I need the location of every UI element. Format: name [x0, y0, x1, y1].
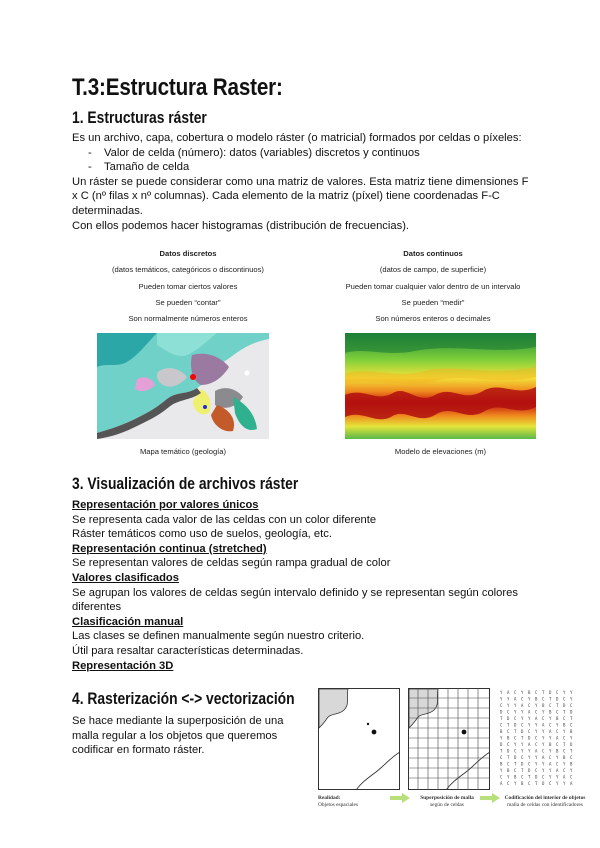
cell-code: Y: [528, 755, 531, 760]
cell-code: C: [507, 742, 510, 747]
cell-code: Y: [507, 774, 510, 780]
paragraph-line: determinadas.: [72, 204, 143, 217]
cell-code: Y: [570, 696, 573, 702]
cell-code: Y: [500, 768, 503, 773]
cell-code: A: [549, 761, 552, 767]
discrete-line: Pueden tomar ciertos valores: [138, 281, 238, 291]
cell-code: Y: [521, 709, 524, 715]
cell-code: B: [535, 696, 538, 702]
cell-code: B: [549, 709, 552, 715]
discrete-line: Se pueden “contar”: [155, 297, 221, 307]
cell-code: B: [549, 742, 552, 747]
cell-code: D: [570, 742, 573, 747]
cell-code: C: [528, 703, 531, 708]
encoded-cells-image: [496, 688, 578, 790]
cell-code: Y: [528, 716, 531, 721]
cell-code: D: [507, 748, 510, 754]
continuous-line: (datos de campo, de superficie): [379, 265, 487, 275]
cell-code: C: [507, 761, 510, 767]
paragraph-line: Con ellos podemos hacer histogramas (distribución de frecuencias).: [72, 219, 410, 232]
paragraph-line: codificar en formato ráster.: [72, 744, 205, 757]
cell-code: Y: [549, 768, 552, 773]
cell-code: C: [528, 781, 531, 786]
cell-code: C: [542, 716, 545, 721]
cell-code: Y: [507, 703, 510, 708]
cell-code: C: [549, 703, 552, 708]
cell-code: C: [542, 696, 545, 702]
cell-code: Y: [521, 690, 524, 695]
cell-code: D: [556, 696, 559, 702]
cell-code: C: [500, 703, 503, 708]
caption-line: Objetos espaciales: [318, 801, 358, 808]
cell-code: D: [500, 709, 503, 715]
cell-code: B: [500, 761, 503, 767]
cell-code: B: [528, 690, 531, 695]
cell-code: A: [528, 709, 531, 715]
cell-code: Y: [535, 703, 538, 708]
cell-code: D: [549, 690, 552, 695]
cell-code: A: [500, 781, 503, 786]
subheading-3d: Representación 3D: [72, 659, 174, 672]
cell-code: Y: [535, 755, 538, 760]
cell-code: D: [542, 781, 545, 786]
cell-code: T: [549, 696, 552, 702]
cell-code: T: [570, 748, 573, 754]
cell-code: C: [570, 722, 573, 728]
subheading-unique-values: Representación por valores únicos: [72, 499, 259, 511]
cell-code: Y: [556, 774, 559, 780]
cell-code: C: [563, 735, 566, 741]
cell-code: Y: [521, 748, 524, 754]
cell-code: B: [563, 722, 566, 728]
cell-code: Y: [563, 729, 566, 734]
section-1-body: [72, 131, 542, 233]
cell-code: C: [514, 690, 517, 695]
cell-code: T: [556, 703, 559, 708]
caption-line: Codificación del interior de objetos: [504, 795, 586, 801]
cell-code: A: [542, 755, 545, 760]
paragraph-line: Se representa cada valor de las celdas con un color diferente: [72, 513, 377, 526]
cell-code: Y: [507, 696, 510, 702]
discrete-title: Datos discretos: [159, 249, 217, 258]
cell-code: C: [507, 709, 510, 715]
section-4-heading: 4. Rasterización <-> vectorización: [72, 690, 295, 708]
cell-code: C: [563, 748, 566, 754]
cell-code: B: [556, 716, 559, 721]
subheading-stretched: Representación continua (stretched): [72, 542, 267, 555]
cell-code: T: [535, 781, 538, 786]
cell-code: A: [556, 735, 559, 741]
section-1-heading: 1. Estructuras ráster: [72, 109, 207, 127]
cell-code: D: [514, 722, 517, 728]
cell-code: A: [556, 768, 559, 773]
cell-code: C: [514, 748, 517, 754]
cell-code: Y: [528, 696, 531, 702]
cell-code: C: [563, 696, 566, 702]
cell-code: Y: [556, 722, 559, 728]
cell-code: Y: [542, 742, 545, 747]
cell-code: B: [556, 748, 559, 754]
cell-code: Y: [514, 709, 517, 715]
cell-code: A: [535, 748, 538, 754]
continuous-line: Son números enteros o decimales: [375, 314, 491, 324]
cell-code: T: [570, 716, 573, 721]
page-title: T.3:Estructura Raster:: [72, 74, 283, 101]
cell-code: D: [521, 761, 524, 767]
cell-code: T: [507, 755, 510, 760]
cell-code: Y: [549, 735, 552, 741]
cell-code: C: [549, 722, 552, 728]
cell-code: Y: [535, 761, 538, 767]
paragraph-line: Ráster temáticos como uso de suelos, geología, etc.: [72, 528, 332, 541]
cell-code: D: [507, 716, 510, 721]
grid-caption: [412, 795, 482, 808]
subheading-classified: Valores clasificados: [72, 571, 179, 584]
cell-code: C: [514, 716, 517, 721]
cell-code: A: [570, 781, 573, 786]
cell-code: C: [556, 690, 559, 695]
cell-code: C: [507, 729, 510, 734]
cell-code: C: [500, 755, 503, 760]
cell-code: C: [500, 774, 503, 780]
cell-code: A: [507, 690, 510, 695]
cell-code: T: [500, 716, 503, 721]
paragraph-line: x C (nº filas x nº columnas). Cada elemento de la matriz (píxel) tiene coordenadas F-C: [72, 190, 500, 203]
arrow-icon: [480, 793, 500, 803]
bullet-item: - Tamaño de celda: [72, 160, 542, 175]
cell-code: A: [542, 722, 545, 728]
cell-code: C: [514, 768, 517, 773]
cell-code: Y: [542, 729, 545, 734]
cell-code: Y: [570, 690, 573, 695]
cell-code: Y: [570, 735, 573, 741]
cell-code: Y: [563, 781, 566, 786]
cell-code: Y: [521, 716, 524, 721]
cell-code: B: [507, 735, 510, 741]
cell-code: Y: [535, 729, 538, 734]
cell-code: B: [500, 729, 503, 734]
cell-code: Y: [549, 716, 552, 721]
cell-code: Y: [500, 696, 503, 702]
cell-code: T: [507, 722, 510, 728]
cell-code: T: [514, 729, 517, 734]
cell-code: B: [570, 761, 573, 767]
section-3-body: [72, 498, 552, 673]
continuous-title: Datos continuos: [403, 249, 463, 258]
cell-code: T: [521, 735, 524, 741]
cell-code: C: [500, 722, 503, 728]
cell-code: T: [528, 774, 531, 780]
cell-code: D: [570, 709, 573, 715]
cell-code: Y: [542, 709, 545, 715]
caption-line: según de celdas: [430, 801, 464, 808]
cell-code: Y: [535, 722, 538, 728]
cell-code: Y: [521, 742, 524, 747]
cell-code: B: [514, 774, 517, 780]
cell-code: C: [535, 709, 538, 715]
elevation-caption: Modelo de elevaciones (m): [394, 447, 487, 456]
geology-caption: Mapa temático (geología): [139, 447, 227, 456]
cell-code: B: [542, 703, 545, 708]
cell-code: T: [563, 709, 566, 715]
cell-code: A: [535, 716, 538, 721]
cell-code: C: [535, 735, 538, 741]
continuous-data-text: [318, 246, 548, 327]
caption-line: Superposición de malla: [420, 795, 474, 801]
cell-code: C: [570, 703, 573, 708]
cell-code: C: [556, 709, 559, 715]
geology-map-image: [97, 333, 269, 439]
cell-code: Y: [514, 781, 517, 786]
cell-code: Y: [514, 703, 517, 708]
cell-code: C: [535, 742, 538, 747]
cell-code: Y: [570, 768, 573, 773]
continuous-line: Pueden tomar cualquier valor dentro de un intervalo: [345, 281, 521, 291]
cell-code: A: [521, 703, 524, 708]
cell-code: C: [528, 729, 531, 734]
paragraph-line: Se hace mediante la superposición de una: [72, 715, 284, 727]
cell-code: C: [521, 755, 524, 760]
cell-code: Y: [556, 781, 559, 786]
continuous-line: Se pueden “medir”: [401, 297, 465, 307]
reality-panel-image: [318, 688, 400, 790]
cell-code: D: [563, 703, 566, 708]
subheading-manual: Clasificación manual: [72, 615, 184, 628]
cell-code: D: [521, 729, 524, 734]
section-1-intro: Es un archivo, capa, cobertura o modelo ráster (o matricial) formados por celdas o píxeles:: [72, 132, 522, 144]
paragraph-line: Se agrupan los valores de celdas según intervalo definido y se representan según colores: [72, 586, 518, 599]
cell-code: C: [542, 774, 545, 780]
cell-code: C: [521, 774, 524, 780]
cell-code: B: [570, 729, 573, 734]
cell-code: C: [556, 761, 559, 767]
cell-code: Y: [549, 774, 552, 780]
discrete-line: (datos temáticos, categóricos o discontinuos): [112, 265, 264, 275]
cell-code: D: [500, 742, 503, 747]
cell-code: Y: [563, 690, 566, 695]
cell-code: Y: [500, 735, 503, 741]
reality-caption: [318, 795, 390, 808]
cell-code: T: [563, 742, 566, 747]
discrete-data-text: [72, 246, 304, 327]
cell-code: C: [507, 781, 510, 786]
cell-code: D: [528, 735, 531, 741]
arrow-icon: [390, 793, 410, 803]
cell-code: C: [563, 768, 566, 773]
cell-code: Y: [549, 748, 552, 754]
cell-code: Y: [528, 748, 531, 754]
cell-code: C: [563, 716, 566, 721]
cell-code: Y: [542, 768, 545, 773]
cell-code: C: [556, 729, 559, 734]
cell-code: T: [514, 761, 517, 767]
cell-code: C: [570, 774, 573, 780]
cell-code: C: [514, 735, 517, 741]
caption-line: malla de celdas con identificadores: [507, 801, 583, 808]
cell-code: Y: [556, 755, 559, 760]
encoding-caption: [500, 795, 590, 808]
cell-code: C: [535, 768, 538, 773]
cell-code: Y: [563, 761, 566, 767]
cell-code: T: [521, 768, 524, 773]
cell-code: A: [549, 729, 552, 734]
cell-code: B: [563, 755, 566, 760]
paragraph-line: Útil para resaltar características determinadas.: [72, 644, 304, 657]
cell-code: Y: [500, 690, 503, 695]
cell-code: C: [549, 755, 552, 760]
paragraph-line: Las clases se definen manualmente según nuestro criterio.: [72, 630, 365, 643]
cell-code: A: [563, 774, 566, 780]
section-1-bullets: [72, 146, 542, 175]
cell-code: C: [542, 748, 545, 754]
cell-code: C: [549, 781, 552, 786]
caption-line: Realidad:: [318, 795, 341, 801]
cell-code: C: [521, 722, 524, 728]
cell-code: C: [570, 755, 573, 760]
cell-code: Y: [528, 722, 531, 728]
cell-code: C: [556, 742, 559, 747]
elevation-model-image: [345, 333, 536, 439]
grid-overlay-image: [408, 688, 490, 790]
paragraph-line: diferentes: [72, 601, 122, 614]
section-4-body: [72, 714, 302, 758]
cell-code: A: [528, 742, 531, 747]
cell-code: T: [542, 690, 545, 695]
cell-code: D: [514, 755, 517, 760]
section-3-heading: 3. Visualización de archivos ráster: [72, 475, 299, 493]
bullet-item: - Valor de celda (número): datos (variables) discretos y continuos: [72, 146, 542, 161]
cell-code: C: [535, 690, 538, 695]
cell-code: Y: [514, 742, 517, 747]
cell-code: D: [528, 768, 531, 773]
cell-code: T: [500, 748, 503, 754]
paragraph-line: Un ráster se puede considerar como una matriz de valores. Esta matriz tiene dimensiones F: [72, 175, 529, 188]
cell-code: B: [521, 781, 524, 786]
cell-code: C: [528, 761, 531, 767]
cell-code: Y: [542, 735, 545, 741]
cell-code: Y: [542, 761, 545, 767]
paragraph-line: Se representan valores de celdas según rampa gradual de color: [72, 557, 391, 570]
discrete-line: Son normalmente números enteros: [128, 314, 248, 324]
cell-code: B: [507, 768, 510, 773]
cell-code: D: [535, 774, 538, 780]
cell-code: A: [514, 696, 517, 702]
cell-code: C: [521, 696, 524, 702]
paragraph-line: malla regular a los objetos que queremos: [72, 729, 278, 742]
